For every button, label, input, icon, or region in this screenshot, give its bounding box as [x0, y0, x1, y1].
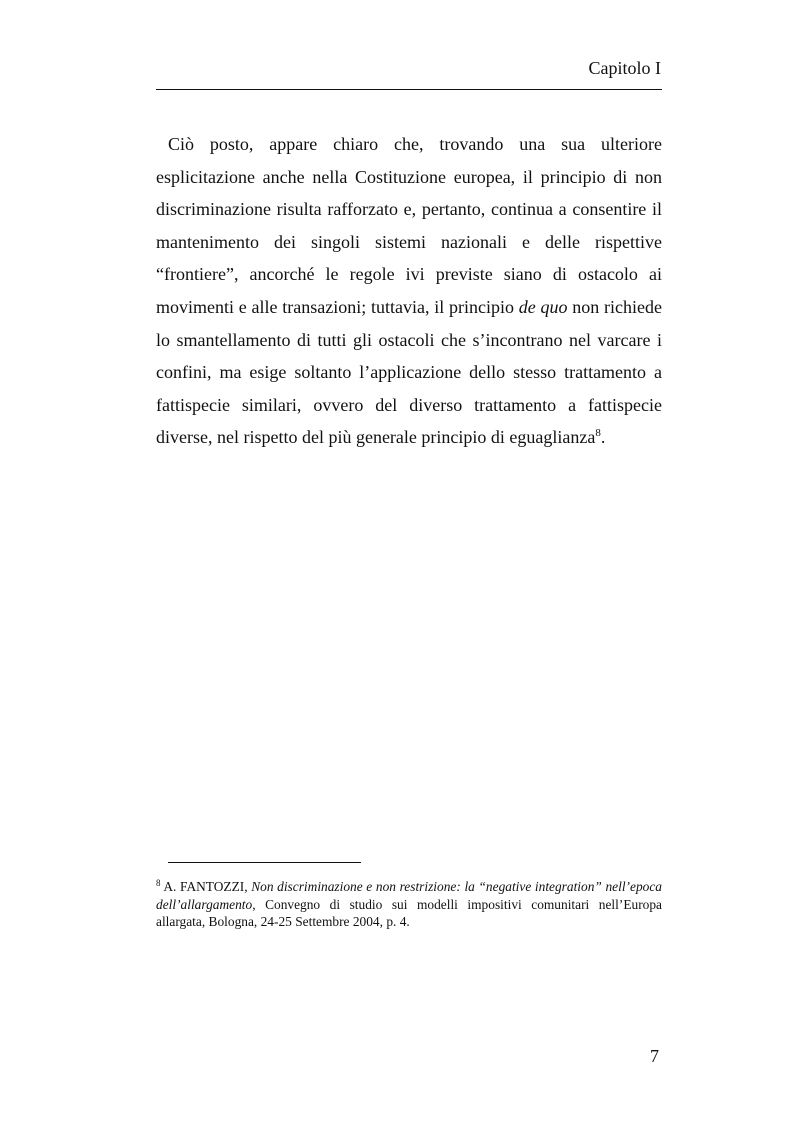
footnote-reference: 8	[595, 427, 601, 440]
body-text-part-2: non richiede lo smantellamento di tutti gli ostacoli che s’incontrano nel varcare i confini, ma esige soltanto l’applicazione dello stesso trattamento a fattispecie similari, ovvero del diverso trattamento a fattispecie diverse, nel rispetto del più generale principio di eguaglianza	[156, 296, 663, 448]
footnote	[156, 878, 662, 931]
body-emphasis-de-quo: de quo	[518, 296, 568, 317]
footnote-marker: 8	[156, 878, 161, 888]
body-text-end: .	[600, 427, 606, 448]
body-text-part-1: Ciò posto, appare chiaro che, trovando una sua ulteriore esplicitazione anche nella Costituzione europea, il principio di non discriminazione risulta rafforzato e, pertanto, continua a consentire il mantenimento dei singoli sistemi nazionali e delle rispettive “frontiere”, ancorché le regole ivi previste siano di ostacolo ai movimenti e alle transazioni; tuttavia, il principio	[156, 134, 662, 317]
footnote-work-title: Non discriminazione e non restrizione: la “negative integration” nell’epoca dell’allargamento	[156, 879, 662, 912]
footnote-author: A. FANTOZZI,	[160, 879, 252, 894]
body-paragraph	[156, 128, 662, 454]
header-rule	[156, 89, 662, 90]
page-number: 7	[650, 1046, 659, 1066]
running-header-title: Capitolo I	[588, 58, 661, 78]
footnote-rule	[168, 862, 361, 863]
footnote-details: , Convegno di studio sui modelli impositivi comunitari nell’Europa allargata, Bologna, 24-25 Settembre 2004, p. 4.	[156, 896, 662, 929]
